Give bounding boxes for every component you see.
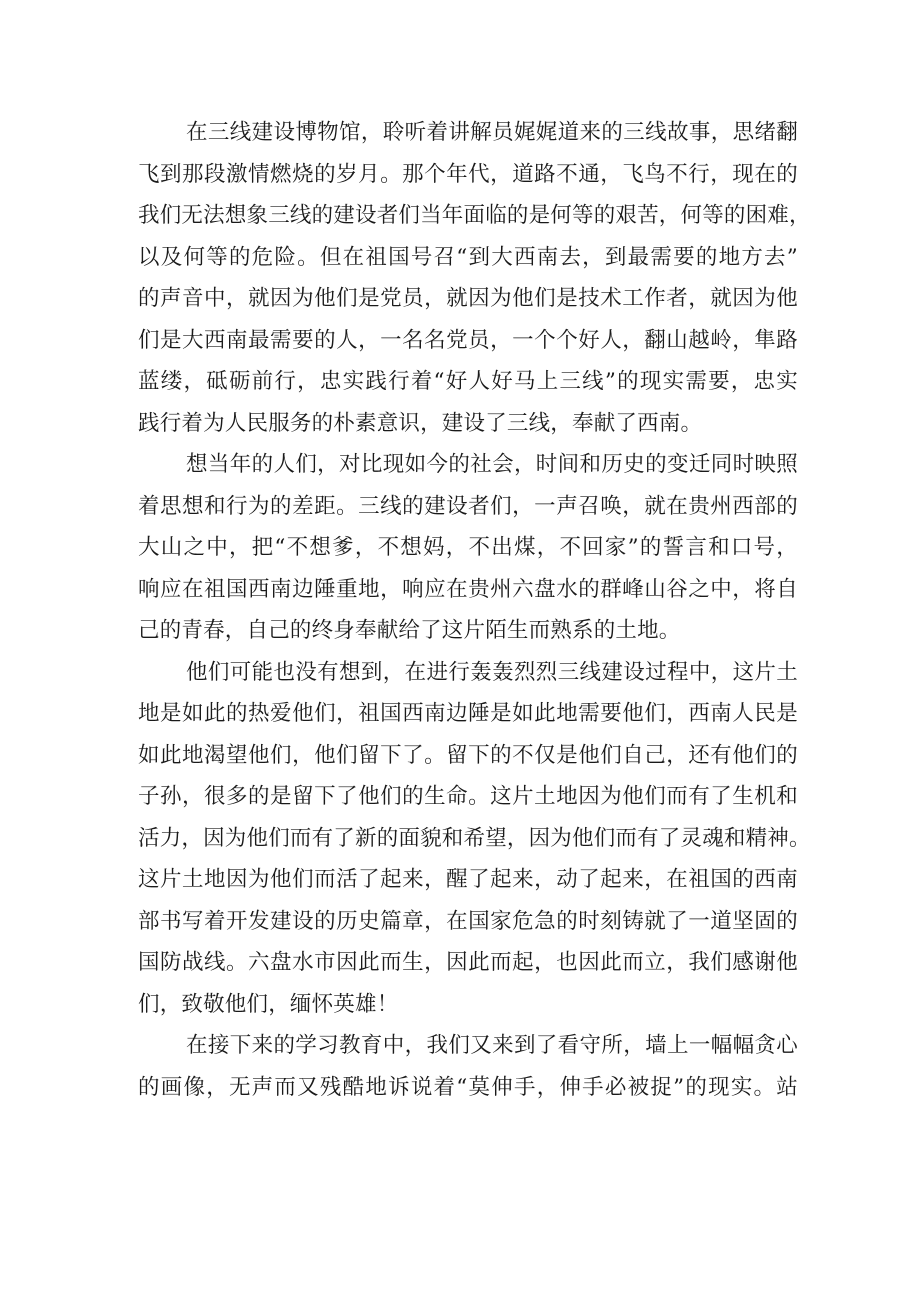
text-line: 着思想和行为的差距。三线的建设者们，一声召唤，就在贵州西部的: [138, 493, 798, 519]
text-line: 们是大西南最需要的人，一名名党员，一个个好人，翻山越岭，隼路: [138, 327, 798, 353]
text-line: 地是如此的热爱他们，祖国西南边陲是如此地需要他们，西南人民是: [138, 701, 798, 726]
text-line: 如此地渴望他们，他们留下了。留下的不仅是他们自己，还有他们的: [138, 742, 798, 768]
text-line: 的声音中，就因为他们是党员，就因为他们是技术工作者，就因为他: [138, 286, 798, 311]
text-line: 的画像，无声而又残酷地诉说着“莫伸手，伸手必被捉”的现实。站: [138, 1074, 798, 1100]
text-line: 国防战线。六盘水市因此而生，因此而起，也因此而立，我们感谢他: [138, 950, 798, 975]
text-line: 他们可能也没有想到，在进行轰轰烈烈三线建设过程中，这片土: [186, 659, 798, 685]
text-line: 飞到那段激情燃烧的岁月。那个年代，道路不通，飞鸟不行，现在的: [138, 161, 798, 187]
text-line: 这片土地因为他们而活了起来，醒了起来，动了起来，在祖国的西南: [138, 867, 798, 892]
text-line: 在接下来的学习教育中，我们又来到了看守所，墙上一幅幅贪心: [186, 1033, 798, 1058]
document-body: [138, 112, 811, 1108]
text-line: 践行着为人民服务的朴素意识，建设了三线，奉献了西南。: [138, 410, 703, 436]
text-line: 蓝缕，砥砺前行，忠实践行着“好人好马上三线”的现实需要，忠实: [138, 369, 798, 394]
text-line: 响应在祖国西南边陲重地，响应在贵州六盘水的群峰山谷之中，将自: [138, 576, 798, 602]
paragraph-3: [138, 652, 811, 1026]
paragraph-2: [138, 444, 798, 652]
text-line: 以及何等的危险。但在祖国号召“到大西南去，到最需要的地方去”: [138, 244, 798, 270]
text-line: 想当年的人们，对比现如今的社会，时间和历史的变迁同时映照: [186, 452, 798, 477]
text-line: 大山之中，把“不想爹，不想妈，不出煤，不回家”的誓言和口号，: [138, 535, 798, 560]
text-line: 在三线建设博物馆，聆听着讲解员娓娓道来的三线故事，思绪翻: [186, 120, 798, 145]
text-line: 活力，因为他们而有了新的面貌和希望，因为他们而有了灵魂和精神。: [138, 825, 811, 851]
text-line: 我们无法想象三线的建设者们当年面临的是何等的艰苦，何等的困难，: [138, 203, 811, 228]
text-line: 部书写着开发建设的历史篇章，在国家危急的时刻铸就了一道坚固的: [138, 908, 798, 934]
text-line: 子孙，很多的是留下了他们的生命。这片土地因为他们而有了生机和: [138, 784, 798, 809]
paragraph-4: [138, 1025, 798, 1108]
text-line: 己的青春，自己的终身奉献给了这片陌生而熟系的土地。: [138, 618, 681, 643]
paragraph-1: [138, 112, 811, 444]
text-line: 们，致敬他们，缅怀英雄！: [138, 991, 399, 1017]
